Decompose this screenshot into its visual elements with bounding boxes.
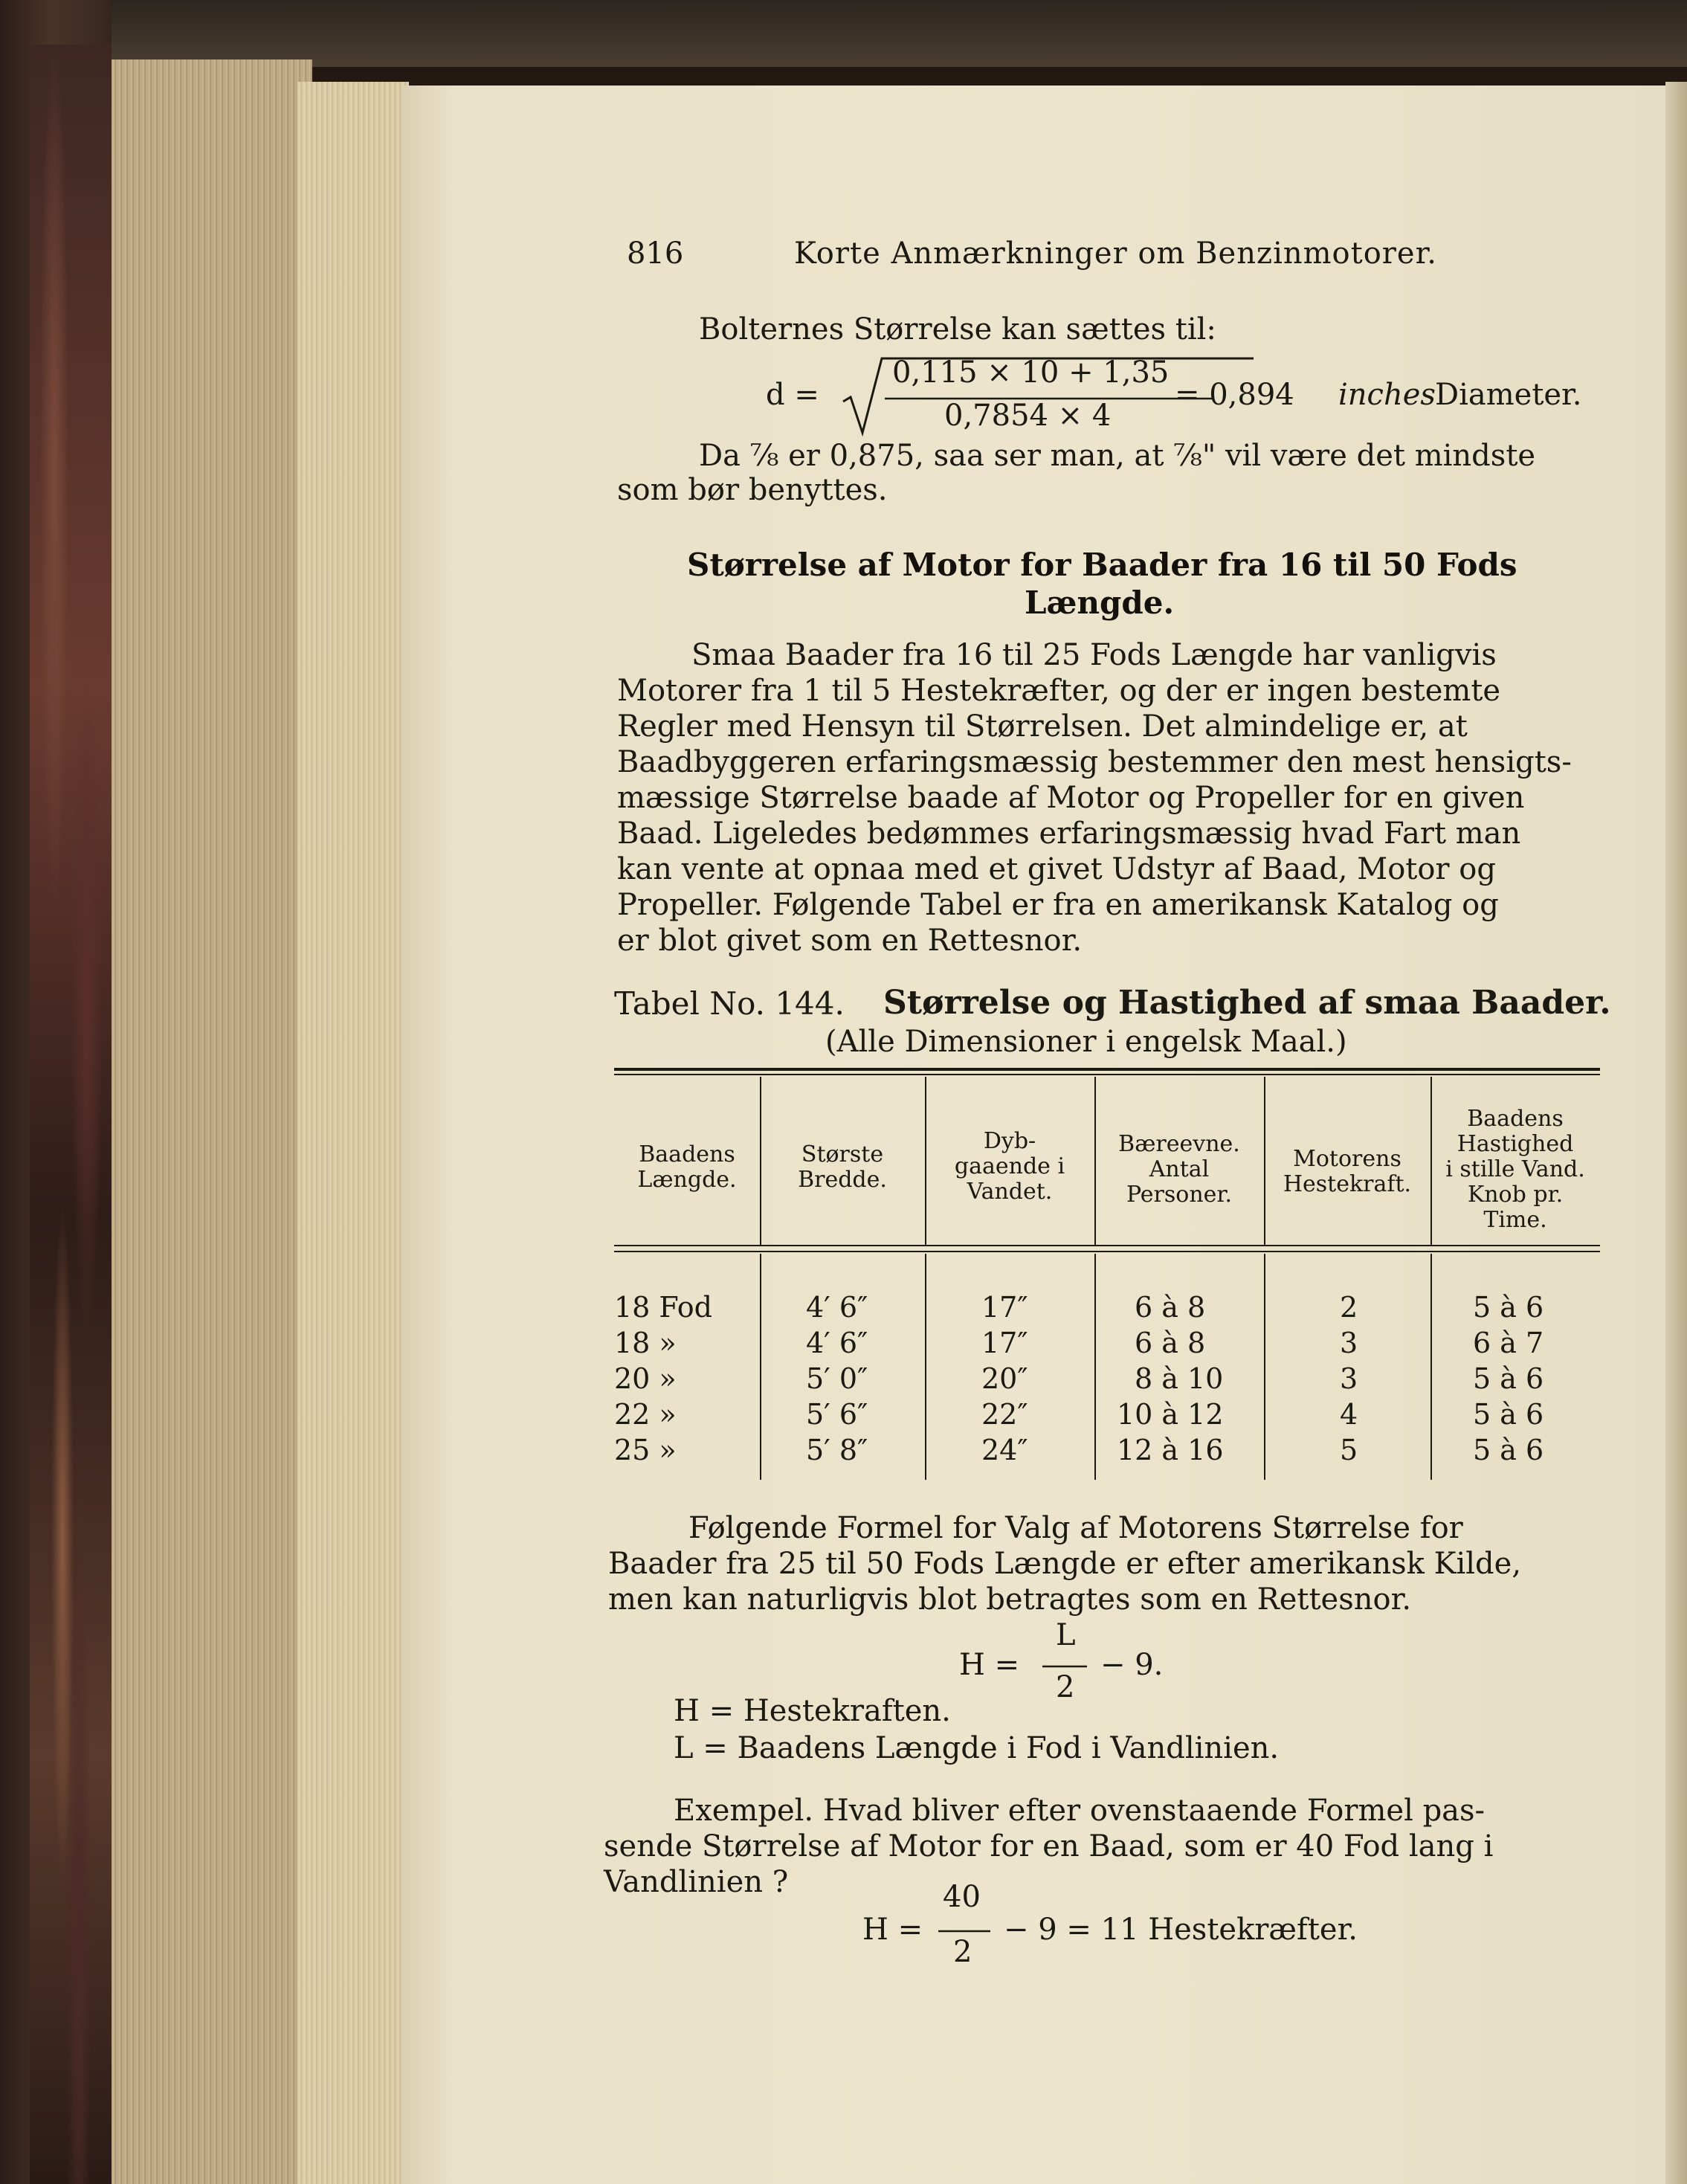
intro-line: Bolternes Størrelse kan sættes til: [699,312,1216,347]
header-line: Længde. [637,1167,737,1193]
cell-width: 5′ 6″ [806,1398,868,1431]
cell-width: 4′ 6″ [806,1327,868,1359]
formula3-lhs: H = [862,1913,923,1947]
paragraph2-line: Følgende Formel for Valg af Motorens Størrelse for [688,1511,1463,1545]
table-subtitle: (Alle Dimensioner i engelsk Maal.) [825,1025,1347,1059]
formula2-numerator: L [1056,1618,1076,1652]
fraction-bar [1042,1663,1102,1670]
header-line: Time. [1483,1207,1547,1233]
table-rule-header [614,1245,1600,1246]
header-line: Hestekraft. [1283,1171,1412,1197]
cell-width: 5′ 8″ [806,1434,868,1466]
cell-speed: 5 à 6 [1473,1291,1544,1324]
header-line: Dyb- [983,1128,1036,1154]
cell-speed: 6 à 7 [1473,1327,1544,1359]
data-table [614,1068,1600,1480]
table-title: Størrelse og Hastighed af smaa Baader. [883,984,1611,1022]
page-edge-right [1665,82,1687,2184]
formula2-denominator: 2 [1056,1670,1075,1704]
cell-capacity: 6 à 8 [1135,1327,1206,1359]
header-line: Personer. [1126,1182,1233,1208]
cell-draught: 24″ [981,1434,1028,1466]
cell-draught: 17″ [981,1291,1028,1324]
paragraph-line: er blot givet som en Rettesnor. [617,924,1083,958]
cell-draught: 22″ [981,1398,1028,1431]
header-line: Antal [1149,1156,1210,1182]
col-divider [1094,1254,1096,1480]
formula3-denominator: 2 [953,1935,972,1969]
header-width [760,1142,925,1193]
cell-capacity: 6 à 8 [1135,1291,1206,1324]
formula-numerator: 0,115 × 10 + 1,35 [892,355,1170,390]
paragraph-line: Regler med Hensyn til Størrelsen. Det almindelige er, at [617,709,1468,744]
formula-suffix: Diameter. [1435,378,1582,412]
cell-width: 4′ 6″ [806,1291,868,1324]
cell-length: 18 Fod [614,1291,712,1324]
cell-capacity: 10 à 12 [1117,1398,1224,1431]
header-line: i stille Vand. [1445,1156,1585,1182]
header-line: Knob pr. [1467,1182,1564,1208]
header-horsepower [1264,1147,1430,1197]
marbled-endpaper [30,45,112,2184]
cell-horsepower: 3 [1340,1327,1358,1359]
header-speed [1430,1107,1600,1233]
col-divider [1430,1254,1432,1480]
header-line: Motorens [1293,1146,1401,1172]
note-line-1: Da ⅞ er 0,875, saa ser man, at ⅞" vil være det mindste [699,439,1536,473]
paragraph2-line: Baader fra 25 til 50 Fods Længde er efter amerikansk Kilde, [608,1547,1522,1581]
example-line: sende Størrelse af Motor for en Baad, som er 40 Fod lang i [604,1829,1494,1864]
horsepower-formula [959,1618,1257,1704]
cell-width: 5′ 0″ [806,1362,868,1395]
table-rule-top-thin [614,1074,1600,1075]
cell-length: 20 » [614,1362,677,1395]
formula3-numerator: 40 [943,1880,981,1914]
note-line-2: som bør benyttes. [617,473,888,507]
cell-horsepower: 5 [1340,1434,1358,1466]
header-length [614,1142,760,1193]
formula-unit: inches [1338,378,1436,412]
formula2-lhs: H = [959,1648,1020,1682]
cell-length: 18 » [614,1327,677,1359]
formula2-rest: − 9. [1100,1648,1164,1682]
header-line: Vandet. [967,1179,1053,1205]
bolt-formula [766,355,1621,437]
header-line: Bredde. [798,1167,887,1193]
example-line: Vandlinien ? [604,1865,789,1899]
col-divider [1264,1254,1265,1480]
paragraph-line: Motorer fra 1 til 5 Hestekræfter, og der er ingen bestemte [617,674,1501,708]
example-formula [862,1880,1383,1969]
col-divider [760,1254,761,1480]
cell-length: 25 » [614,1434,677,1466]
paragraph-line: Propeller. Følgende Tabel er fra en amerikansk Katalog og [617,888,1499,922]
cell-draught: 20″ [981,1362,1028,1395]
cell-capacity: 8 à 10 [1135,1362,1224,1395]
header-line: gaaende i [954,1153,1065,1179]
cell-horsepower: 2 [1340,1291,1358,1324]
page-number: 816 [627,236,684,271]
paragraph-line: mæssige Størrelse baade af Motor og Propeller for en given [617,781,1525,815]
header-line: Hastighed [1457,1131,1574,1157]
formula3-rest: − 9 = 11 Hestekræfter. [1004,1913,1358,1947]
table-rule-header-thin [614,1251,1600,1252]
cell-speed: 5 à 6 [1473,1434,1544,1466]
cell-capacity: 12 à 16 [1117,1434,1224,1466]
header-capacity [1094,1132,1264,1208]
table-rule-top [614,1068,1600,1071]
book-binding [112,0,1687,67]
cell-horsepower: 4 [1340,1398,1358,1431]
section-heading-line-2: Længde. [1025,584,1175,621]
header-line: Bæreevne. [1118,1131,1240,1157]
fraction-bar [938,1927,1005,1935]
definition-line: H = Hestekraften. [674,1694,951,1728]
header-line: Baadens [1467,1106,1564,1132]
cell-length: 22 » [614,1398,677,1431]
paragraph-line: Baadbyggeren erfaringsmæssig bestemmer den mest hensigts- [617,745,1572,779]
col-divider [925,1254,926,1480]
header-draught [925,1129,1094,1205]
cell-speed: 5 à 6 [1473,1398,1544,1431]
running-title: Korte Anmærkninger om Benzinmotorer. [794,236,1438,271]
paragraph2-line: men kan naturligvis blot betragtes som en Rettesnor. [608,1582,1412,1617]
formula-result: = 0,894 [1175,378,1294,412]
cell-draught: 17″ [981,1327,1028,1359]
paragraph-line: Smaa Baader fra 16 til 25 Fods Længde har vanligvis [691,638,1497,672]
cell-speed: 5 à 6 [1473,1362,1544,1395]
definition-line: L = Baadens Længde i Fod i Vandlinien. [674,1731,1280,1765]
paragraph-line: kan vente at opnaa med et givet Udstyr af Baad, Motor og [617,852,1496,886]
example-line: Exempel. Hvad bliver efter ovenstaaende Formel pas- [674,1794,1486,1828]
formula-lhs: d = [766,378,819,412]
table-label: Tabel No. 144. [614,985,845,1022]
section-heading-line-1: Størrelse af Motor for Baader fra 16 til 50 Fods [687,547,1517,583]
cell-horsepower: 3 [1340,1362,1358,1395]
page-edges-left [112,59,312,2184]
page-edges-stack [297,82,409,2184]
header-line: Baadens [639,1141,735,1167]
formula-denominator: 0,7854 × 4 [944,399,1112,433]
header-line: Største [801,1141,884,1167]
paragraph-line: Baad. Ligeledes bedømmes erfaringsmæssig hvad Fart man [617,816,1521,851]
